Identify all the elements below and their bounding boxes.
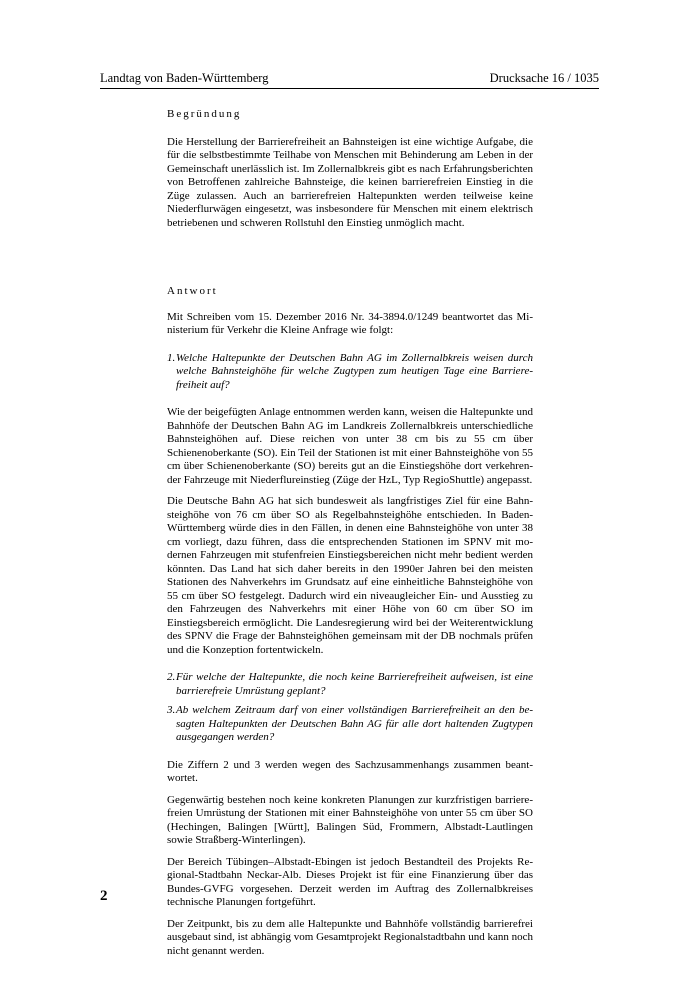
document-body [167, 108, 533, 958]
answer-1-paragraph-1: Wie der beigefügten Anlage entnommen werden kann, weisen die Haltepunkte und Bahnhöfe der Deutschen Bahn AG im Landkreis Zollernalbkreis unterschiedliche Bahnsteighöhen auf. Diese reichen von unter 38 cm bis zu 55 cm über Schienenoberkante (SO). Ein Teil der Stationen ist mit einer Bahnsteighöhe von 55 cm über Schienenoberkante (SO) bereits gut an die Einstiegshöhe dort verkehrender Fahrzeuge mit Niederflureinstieg (Züge der HzL, Typ RegioShuttle) angepasst. [167, 406, 533, 486]
answer-23-paragraph-4: Der Zeitpunkt, bis zu dem alle Haltepunkte und Bahnhöfe vollständig barrierefrei ausgebaut sind, ist abhängig vom Gesamtprojekt Regionalstadtbahn und kann noch nicht genannt werden. [167, 917, 533, 957]
question-1-number: 1. [167, 351, 176, 364]
answer-23-paragraph-3: Der Bereich Tübingen–Albstadt-Ebingen ist jedoch Bestandteil des Projekts Regional-Stadtbahn Neckar-Alb. Dieses Projekt ist für eine Finanzierung über das Bundes-GVFG vorgesehen. Derzeit werden im Auftrag des Zollernalbkreises technische Planungen fortgeführt. [167, 855, 533, 908]
page-header [100, 70, 599, 89]
antwort-heading: Antwort [167, 285, 218, 297]
answer-1-paragraph-2: Die Deutsche Bahn AG hat sich bundesweit als langfristiges Ziel für eine Bahnsteighöhe von 76 cm über SO als Regelbahnsteighöhe entschieden. In Baden-Württemberg würde dies in den Fällen, in denen eine Bahnsteighöhe von unter 38 cm vorliegt, dazu führen, dass die entsprechenden Stationen im SPNV mit modernen Fahrzeugen mit stufenfreien Einstiegsbereichen nicht mehr bedient werden könnten. Das Land hat sich daher bereits in den 1990er Jahren bei den meisten Stationen des Nahverkehrs im Grundsatz auf eine einheitliche Bahnsteighöhe von 55 cm über SO festgelegt. Dadurch wird ein niveaugleicher Ein- und Ausstieg zu den Fahrzeugen des Nahverkehrs mit einer Höhe von 60 cm über SO im Einstiegsbereich ermöglicht. Die Landesregierung wird bei der Weiterentwicklung des SPNV die Frage der Bahnsteighöhen gemeinsam mit der DB nochmals prüfen und die Konzeption fortentwickeln. [167, 495, 533, 656]
begruendung-text: Die Herstellung der Barrierefreiheit an Bahnsteigen ist eine wichtige Aufgabe, die für die selbstbestimmte Teilhabe von Menschen mit Behinderung am Leben in der Gemeinschaft unerlässlich ist. Im Zollernalbkreis gibt es nach Erfahrungsberichten von Betroffenen zahlreiche Bahnsteige, die keinen barrierefreien Einstieg in die Züge zulassen. Auch an barrierefreien Haltepunkten werden teilweise keine Niederflurwägen eingesetzt, was insbesondere für Menschen mit einem elektrisch betriebenen und schweren Rollstuhl den Einstieg unmöglich macht. [167, 135, 533, 229]
question-2 [167, 671, 533, 698]
question-2-text: Für welche der Haltepunkte, die noch keine Barrierefreiheit aufweisen, ist eine barrierefreie Umrüstung geplant? [176, 671, 533, 697]
answer-23-paragraph-1: Die Ziffern 2 und 3 werden wegen des Sachzusammenhangs zusammen beantwortet. [167, 758, 533, 784]
begruendung-heading: Begründung [167, 108, 242, 120]
header-right: Drucksache 16 / 1035 [489, 71, 599, 85]
antwort-intro: Mit Schreiben vom 15. Dezember 2016 Nr. 34-3894.0/1249 beantwortet das Ministerium für Verkehr die Kleine Anfrage wie folgt: [167, 310, 533, 336]
question-2-number: 2. [167, 671, 176, 683]
answer-23-paragraph-2: Gegenwärtig bestehen noch keine konkreten Planungen zur kurzfristigen barrierefreien Umrüstung der Stationen mit einer Bahnsteighöhe von unter 55 cm über SO (Hechingen, Balingen [Württ], Balingen Süd, Frommern, Albstadt-Lautlingen sowie Straßberg-Winterlingen). [167, 793, 533, 846]
question-1 [167, 352, 533, 393]
question-3-number: 3. [167, 704, 176, 716]
header-left: Landtag von Baden-Württemberg [100, 71, 269, 85]
question-1-text: Welche Haltepunkte der Deutschen Bahn AG im Zollernalbkreis weisen durch welche Bahnsteighöhe für welche Zugtypen zum heutigen Tage eine Barrierefreiheit auf? [176, 351, 533, 391]
page-number: 2 [100, 888, 108, 904]
question-3 [167, 704, 533, 745]
question-3-text: Ab welchem Zeitraum darf von einer vollständigen Barrierefreiheit an den besagten Haltepunkten der Deutschen Bahn AG für alle dort haltenden Zugtypen ausgegangen werden? [176, 704, 533, 743]
